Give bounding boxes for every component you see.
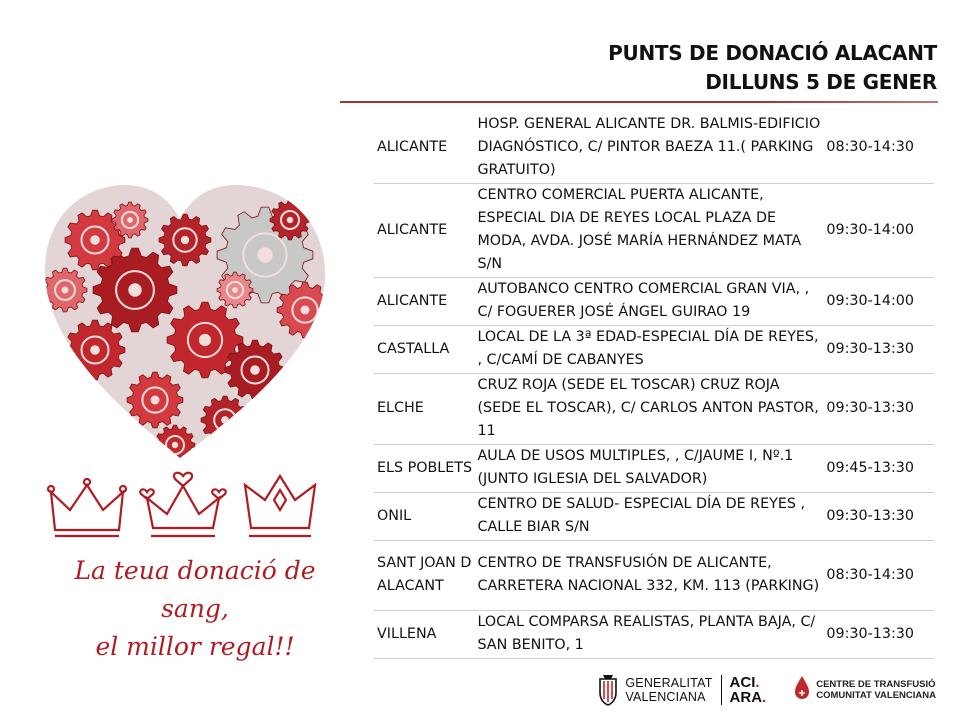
logo-divider [721,675,722,705]
hours-cell: 09:30-14:00 [823,278,934,326]
hours-cell: 08:30-14:30 [823,541,934,611]
town-cell: ALICANTE [374,113,474,184]
table-row [374,113,934,184]
town-cell: ALICANTE [374,278,474,326]
town-cell: ALICANTE [374,184,474,278]
generalitat-line-2: VALENCIANA [625,690,706,704]
tagline-line-1: La teua donació de sang, [74,556,316,623]
header-divider [340,101,938,103]
location-cell: AULA DE USOS MULTIPLES, , C/JAUME I, Nº.1 (JUNTO IGLESIA DEL SALVADOR) [474,445,823,493]
location-cell: HOSP. GENERAL ALICANTE DR. BALMIS-EDIFICIO DIAGNÓSTICO, C/ PINTOR BAEZA 11.( PARKING GRATUITO) [474,113,823,184]
tagline-line-2: el millor regal!! [95,632,295,661]
table-row [374,541,934,611]
aci-dot: . [755,674,760,691]
town-cell: ELCHE [374,374,474,445]
generalitat-line-1: GENERALITAT [625,676,713,690]
header [608,39,937,97]
aci-ara-logo [730,675,767,705]
table-row [374,493,934,541]
table-row [374,445,934,493]
page-title: PUNTS DE DONACIÓ ALACANT [608,41,937,65]
hours-cell: 09:45-13:30 [823,445,934,493]
hours-cell: 09:30-13:30 [823,493,934,541]
town-cell: ONIL [374,493,474,541]
town-cell: SANT JOAN D ALACANT [374,541,474,611]
location-cell: CENTRO DE SALUD- ESPECIAL DÍA DE REYES , CALLE BIAR S/N [474,493,823,541]
hours-cell: 08:30-14:30 [823,113,934,184]
town-cell: ELS POBLETS [374,445,474,493]
tagline [40,552,350,666]
location-cell: CRUZ ROJA (SEDE EL TOSCAR) CRUZ ROJA (SEDE EL TOSCAR), C/ CARLOS ANTON PASTOR, 11 [474,374,823,445]
generalitat-logo [625,676,712,704]
table-row [374,374,934,445]
crown-icon [140,473,226,536]
heart-icon [43,185,333,465]
generalitat-shield-icon [597,673,619,707]
crown-icon [245,476,315,536]
hours-cell: 09:30-13:30 [823,611,934,659]
transfusion-line-2: COMUNITAT VALENCIANA [816,690,936,701]
location-cell: AUTOBANCO CENTRO COMERCIAL GRAN VIA, , C/ FOGUERER JOSÉ ÁNGEL GUIRAO 19 [474,278,823,326]
hours-cell: 09:30-13:30 [823,326,934,374]
ara-text: ARA [729,689,763,706]
town-cell: VILLENA [374,611,474,659]
hours-cell: 09:30-14:00 [823,184,934,278]
footer-logos [597,670,936,710]
heart-gears-illustration [35,180,345,550]
table-row [374,184,934,278]
donation-points-table [374,113,934,659]
transfusion-centre-logo [816,679,936,701]
transfusion-centre-icon [792,673,812,707]
location-cell: LOCAL COMPARSA REALISTAS, PLANTA BAJA, C/ SAN BENITO, 1 [474,611,823,659]
table-row [374,611,934,659]
transfusion-line-1: CENTRE DE TRANSFUSIÓ [816,679,936,690]
hours-cell: 09:30-13:30 [823,374,934,445]
location-cell: LOCAL DE LA 3ª EDAD-ESPECIAL DÍA DE REYES, , C/CAMÍ DE CABANYES [474,326,823,374]
location-cell: CENTRO COMERCIAL PUERTA ALICANTE, ESPECIAL DIA DE REYES LOCAL PLAZA DE MODA, AVDA. JOSÉ MARÍA HERNÁNDEZ MATA S/N [474,184,823,278]
page-date: DILLUNS 5 DE GENER [705,70,937,94]
location-cell: CENTRO DE TRANSFUSIÓN DE ALICANTE, CARRETERA NACIONAL 332, KM. 113 (PARKING) [474,541,823,611]
table-row [374,326,934,374]
crown-icon [48,479,126,536]
ara-dot: . [762,689,767,706]
aci-text: ACI [729,674,756,691]
town-cell: CASTALLA [374,326,474,374]
table-row [374,278,934,326]
